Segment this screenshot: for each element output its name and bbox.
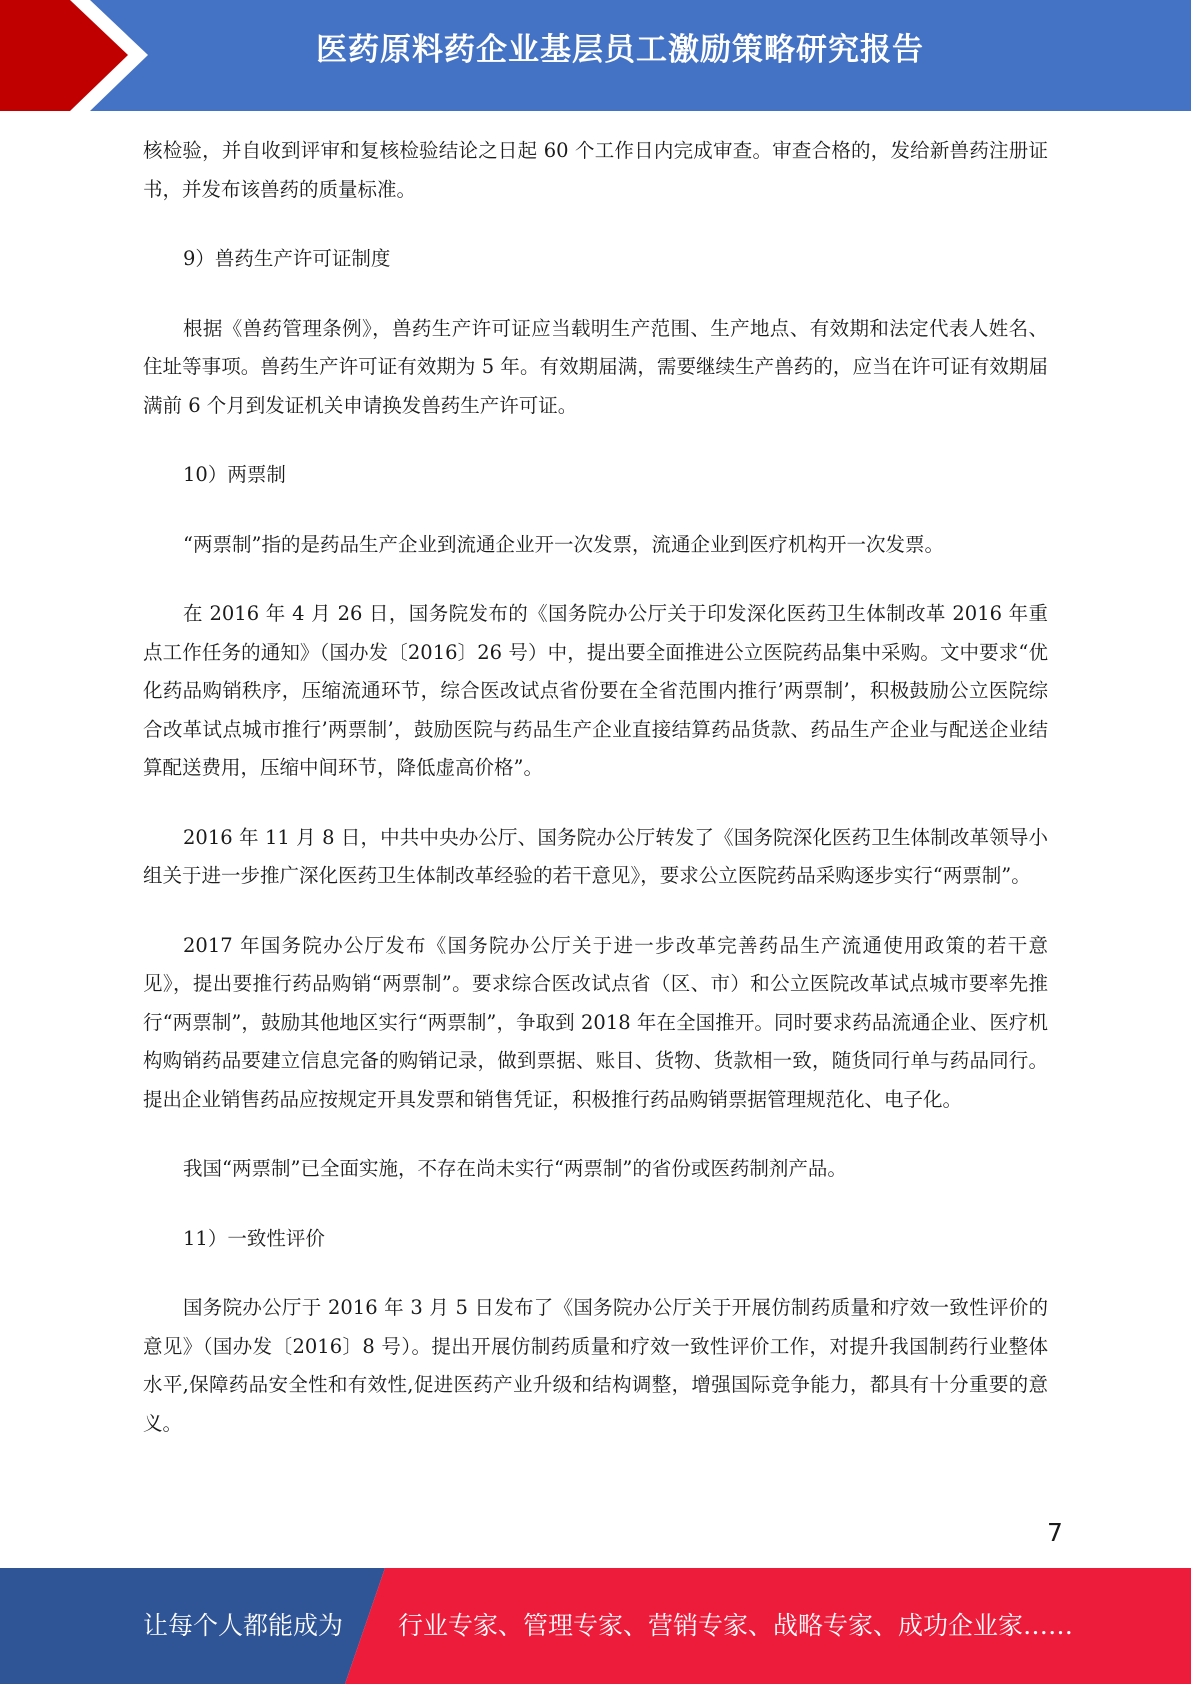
- paragraph-2016-april: 在 2016 年 4 月 26 日，国务院发布的《国务院办公厅关于印发深化医药卫生体制改革 2016 年重点工作任务的通知》（国办发〔2016〕26 号）中，提出要全面推进公立医院药品集中采购。文中要求“优化药品购销秩序，压缩流通环节，综合医改试点省份要在全省范围内推行’两票制’，积极鼓励公立医院综合改革试点城市推行’两票制’，鼓励医院与药品生产企业直接结算药品货款、药品生产企业与配送企业结算配送费用，压缩中间环节，降低虚高价格”。: [143, 602, 1048, 779]
- page-header: [0, 0, 1191, 111]
- document-body: [143, 132, 1048, 1443]
- paragraph-two-invoice-definition: “两票制”指的是药品生产企业到流通企业开一次发票，流通企业到医疗机构开一次发票。: [183, 532, 944, 556]
- paragraph-2017-policy: 2017 年国务院办公厅发布《国务院办公厅关于进一步改革完善药品生产流通使用政策的若干意见》，提出要推行药品购销“两票制”。要求综合医改试点省（区、市）和公立医院改革试点城市要率先推行“两票制”，鼓励其他地区实行“两票制”，争取到 2018 年在全国推开。同时要求药品流通企业、医疗机构购销药品要建立信息完备的购销记录，做到票据、账目、货物、货款相一致，随货同行单与药品同行。提出企业销售药品应按规定开具发票和销售凭证，积极推行药品购销票据管理规范化、电子化。: [143, 933, 1048, 1111]
- paragraph-2016-november: 2016 年 11 月 8 日，中共中央办公厅、国务院办公厅转发了《国务院深化医药卫生体制改革领导小组关于进一步推广深化医药卫生体制改革经验的若干意见》，要求公立医院药品采购逐步实行“两票制”。: [143, 825, 1048, 887]
- footer-slogan-left: 让每个人都能成为: [143, 1611, 344, 1640]
- page-footer: [0, 1568, 1191, 1684]
- section-heading-10: 10）两票制: [183, 463, 286, 486]
- paragraph-production-license: 根据《兽药管理条例》，兽药生产许可证应当载明生产范围、生产地点、有效期和法定代表人姓名、住址等事项。兽药生产许可证有效期为 5 年。有效期届满，需要继续生产兽药的，应当在许可证有效期届满前 6 个月到发证机关申请换发兽药生产许可证。: [143, 316, 1048, 417]
- section-heading-11: 11）一致性评价: [183, 1226, 325, 1250]
- page-number: 7: [1047, 1518, 1063, 1547]
- report-title: 医药原料药企业基层员工激励策略研究报告: [316, 32, 924, 68]
- paragraph-review-continuation: 核检验，并自收到评审和复核检验结论之日起 60 个工作日内完成审查。审查合格的，发给新兽药注册证书，并发布该兽药的质量标准。: [143, 139, 1048, 201]
- paragraph-full-implementation: 我国“两票制”已全面实施，不存在尚未实行“两票制”的省份或医药制剂产品。: [183, 1157, 847, 1180]
- paragraph-consistency-evaluation: 国务院办公厅于 2016 年 3 月 5 日发布了《国务院办公厅关于开展仿制药质量和疗效一致性评价的意见》（国办发〔2016〕8 号）。提出开展仿制药质量和疗效一致性评价工作，对提升我国制药行业整体水平,保障药品安全性和有效性,促进医药产业升级和结构调整，增强国际竞争能力，都具有十分重要的意义。: [143, 1296, 1048, 1435]
- footer-slogan-right: 行业专家、管理专家、营销专家、战略专家、成功企业家……: [398, 1611, 1074, 1640]
- section-heading-9: 9）兽药生产许可证制度: [183, 247, 391, 270]
